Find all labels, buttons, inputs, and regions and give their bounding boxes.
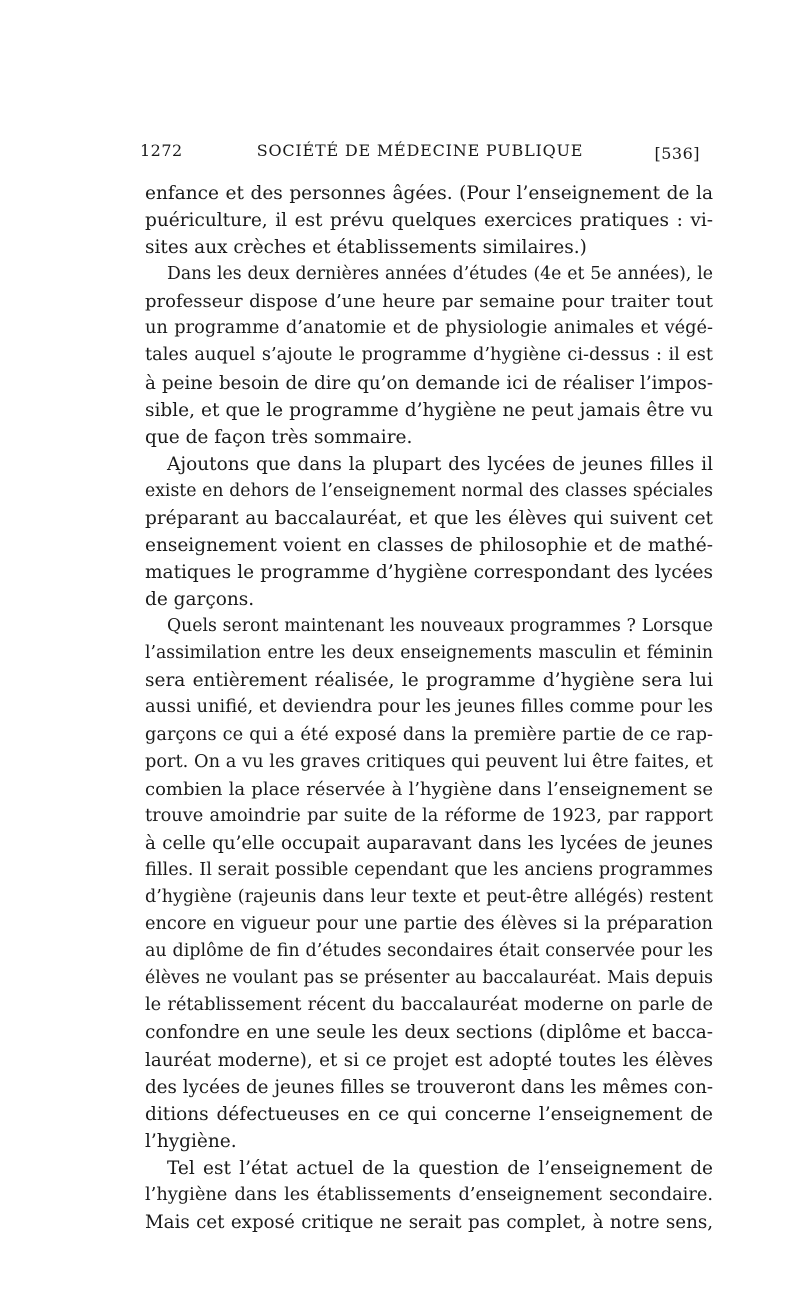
- text-line: au diplôme de fin d’études secondaires était conservée pour les: [145, 941, 713, 962]
- text-line: encore en vigueur pour une partie des élèves si la préparation: [145, 914, 713, 935]
- bracket-page-number: [536]: [654, 144, 700, 163]
- text-line: sera entièrement réalisée, le programme d’hygiène sera lui: [145, 670, 713, 692]
- text-line: le rétablissement récent du baccalauréat moderne on parle de: [145, 995, 713, 1016]
- text-line: aussi unifié, et deviendra pour les jeunes filles comme pour les: [145, 697, 713, 718]
- text-line: élèves ne voulant pas se présenter au baccalauréat. Mais depuis: [145, 968, 713, 989]
- text-line: enseignement voient en classes de philosophie et de mathé-: [145, 535, 713, 557]
- body-text: [145, 180, 713, 1236]
- text-line: l’hygiène dans les établissements d’enseignement secondaire.: [145, 1184, 713, 1205]
- text-line: l’hygiène.: [145, 1130, 237, 1152]
- text-line: tales auquel s’ajoute le programme d’hygiène ci-dessus : il est: [145, 345, 713, 366]
- text-line: matiques le programme d’hygiène correspondant des lycées: [145, 562, 713, 584]
- text-line: enfance et des personnes âgées. (Pour l’enseignement de la: [145, 183, 713, 204]
- page-number: 1272: [140, 141, 183, 160]
- text-line: professeur dispose d’une heure par semaine pour traiter tout: [145, 291, 713, 313]
- text-line: garçons ce qui a été exposé dans la première partie de ce rap-: [145, 724, 713, 745]
- text-line: d’hygiène (rajeunis dans leur texte et peut-être allégés) restent: [145, 887, 713, 908]
- running-title: SOCIÉTÉ DE MÉDECINE PUBLIQUE: [256, 141, 584, 160]
- text-line: sible, et que le programme d’hygiène ne peut jamais être vu: [145, 399, 713, 421]
- text-line: préparant au baccalauréat, et que les élèves qui suivent cet: [145, 507, 713, 529]
- text-line: trouve amoindrie par suite de la réforme de 1923, par rapport: [145, 805, 713, 826]
- text-line: de garçons.: [145, 589, 255, 611]
- text-line: port. On a vu les graves critiques qui peuvent lui être faites, et: [145, 751, 713, 772]
- text-line: Dans les deux dernières années d’études (4e et 5e années), le: [167, 264, 713, 285]
- text-line: un programme d’anatomie et de physiologie animales et végé-: [145, 318, 713, 339]
- text-line: à peine besoin de dire qu’on demande ici de réaliser l’impos-: [145, 372, 713, 394]
- text-line: Ajoutons que dans la plupart des lycées de jeunes filles il: [167, 453, 713, 475]
- text-line: puériculture, il est prévu quelques exercices pratiques : vi-: [145, 210, 713, 232]
- text-line: que de façon très sommaire.: [145, 426, 413, 448]
- text-line: lauréat moderne), et si ce projet est adopté toutes les élèves: [145, 1049, 713, 1071]
- text-line: filles. Il serait possible cependant que les anciens programmes: [145, 859, 713, 880]
- text-line: l’assimilation entre les deux enseignements masculin et féminin: [145, 643, 713, 664]
- text-line: sites aux crèches et établissements similaires.): [145, 237, 587, 259]
- text-line: Tel est l’état actuel de la question de l’enseignement de: [167, 1157, 713, 1179]
- text-line: Mais cet exposé critique ne serait pas complet, à notre sens,: [145, 1211, 713, 1233]
- running-header: [140, 141, 700, 167]
- text-line: à celle qu’elle occupait auparavant dans les lycées de jeunes: [145, 832, 713, 854]
- text-line: confondre en une seule les deux sections (diplôme et bacca-: [145, 1022, 713, 1044]
- text-line: combien la place réservée à l’hygiène dans l’enseignement se: [145, 778, 713, 800]
- text-line: ditions défectueuses en ce qui concerne l’enseignement de: [145, 1103, 713, 1125]
- text-line: des lycées de jeunes filles se trouveront dans les mêmes con-: [145, 1076, 713, 1098]
- text-line: existe en dehors de l’enseignement normal des classes spéciales: [145, 480, 713, 501]
- text-line: Quels seront maintenant les nouveaux programmes ? Lorsque: [167, 616, 713, 637]
